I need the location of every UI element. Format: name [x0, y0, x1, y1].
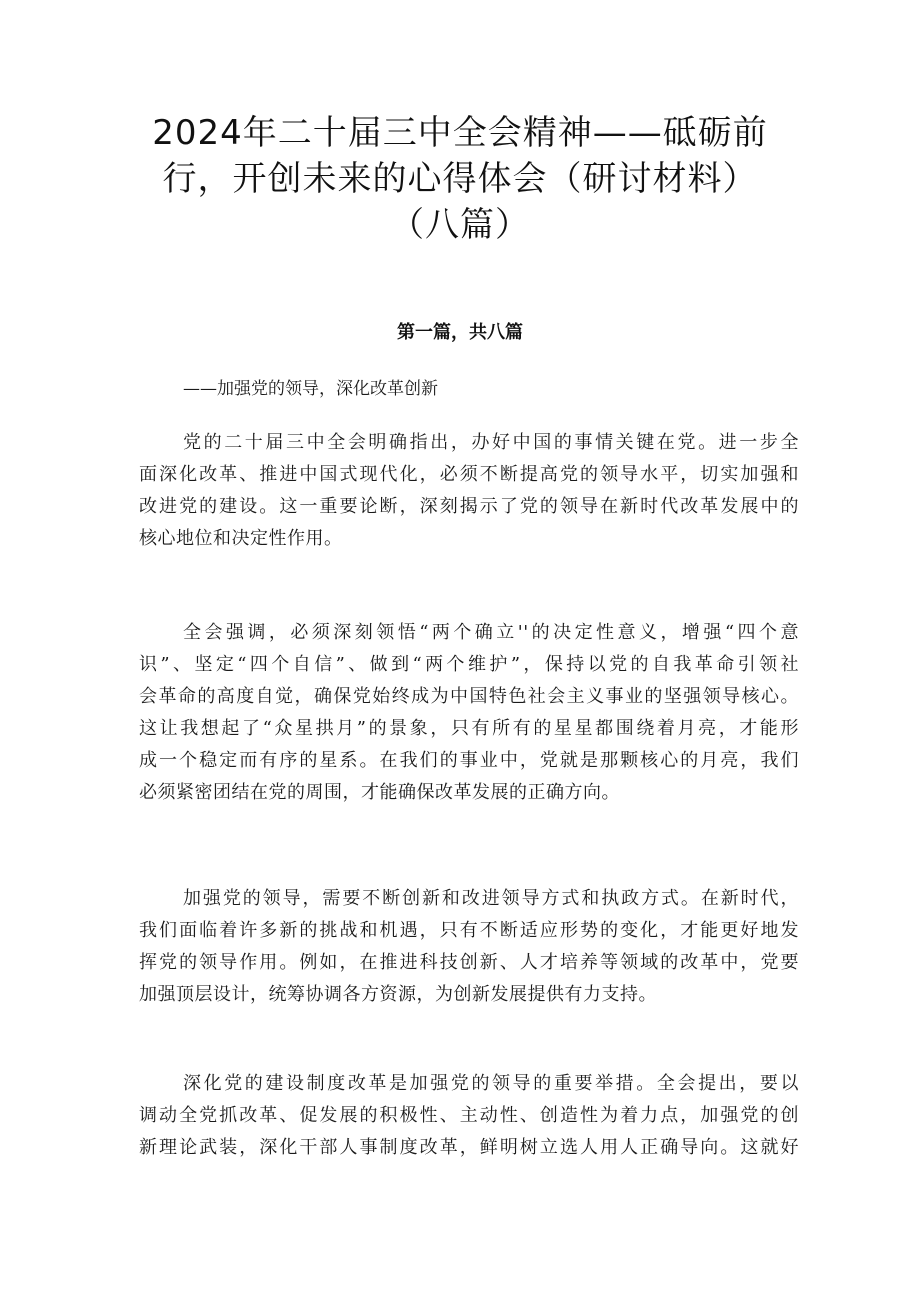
paragraph-line: 这让我想起了“众星拱月”的景象，只有所有的星星都围绕着月亮，才能形 [139, 718, 799, 739]
paragraph-line: 新理论武装，深化干部人事制度改革，鲜明树立选人用人正确导向。这就好 [139, 1137, 799, 1158]
paragraph-line: 会革命的高度自觉，确保党始终成为中国特色社会主义事业的坚强领导核心。 [139, 686, 799, 707]
paragraph-line: 调动全党抓改革、促发展的积极性、主动性、创造性为着力点，加强党的创 [139, 1105, 799, 1126]
paragraph-line: 必须紧密团结在党的周围，才能确保改革发展的正确方向。 [139, 782, 620, 803]
paragraph-line: 我们面临着许多新的挑战和机遇，只有不断适应形势的变化，才能更好地发 [139, 920, 799, 941]
paragraph-line: 改进党的建设。这一重要论断，深刻揭示了党的领导在新时代改革发展中的 [139, 496, 799, 517]
body-paragraph [139, 427, 799, 555]
body-paragraph [139, 883, 799, 1011]
paragraph-line: 深化党的建设制度改革是加强党的领导的重要举措。全会提出，要以 [183, 1073, 799, 1094]
paragraph-line: 核心地位和决定性作用。 [139, 528, 343, 549]
document-title [110, 110, 810, 248]
paragraph-line: 识”、坚定“四个自信”、做到“两个维护”，保持以党的自我革命引领社 [139, 654, 799, 675]
paragraph-line: 加强党的领导，需要不断创新和改进领导方式和执政方式。在新时代， [183, 888, 799, 909]
section-heading: 第一篇，共八篇 [397, 322, 523, 343]
paragraph-line: 挥党的领导作用。例如，在推进科技创新、人才培养等领域的改革中，党要 [139, 952, 799, 973]
title-line: 2024年二十届三中全会精神——砥砺前 [152, 113, 768, 153]
paragraph-line: 党的二十届三中全会明确指出，办好中国的事情关键在党。进一步全 [183, 432, 799, 453]
paragraph-line: 全会强调，必须深刻领悟“两个确立''的决定性意义，增强“四个意 [183, 622, 799, 643]
title-line: （八篇） [390, 205, 530, 245]
section-subtitle: ——加强党的领导，深化改革创新 [183, 379, 438, 399]
paragraph-line: 加强顶层设计，统筹协调各方资源，为创新发展提供有力支持。 [139, 984, 657, 1005]
paragraph-line: 成一个稳定而有序的星系。在我们的事业中，党就是那颗核心的月亮，我们 [139, 750, 799, 771]
paragraph-line: 面深化改革、推进中国式现代化，必须不断提高党的领导水平，切实加强和 [139, 464, 799, 485]
body-paragraph [139, 617, 799, 809]
title-line: 行，开创未来的心得体会（研讨材料） [162, 159, 758, 199]
body-paragraph [139, 1068, 799, 1164]
